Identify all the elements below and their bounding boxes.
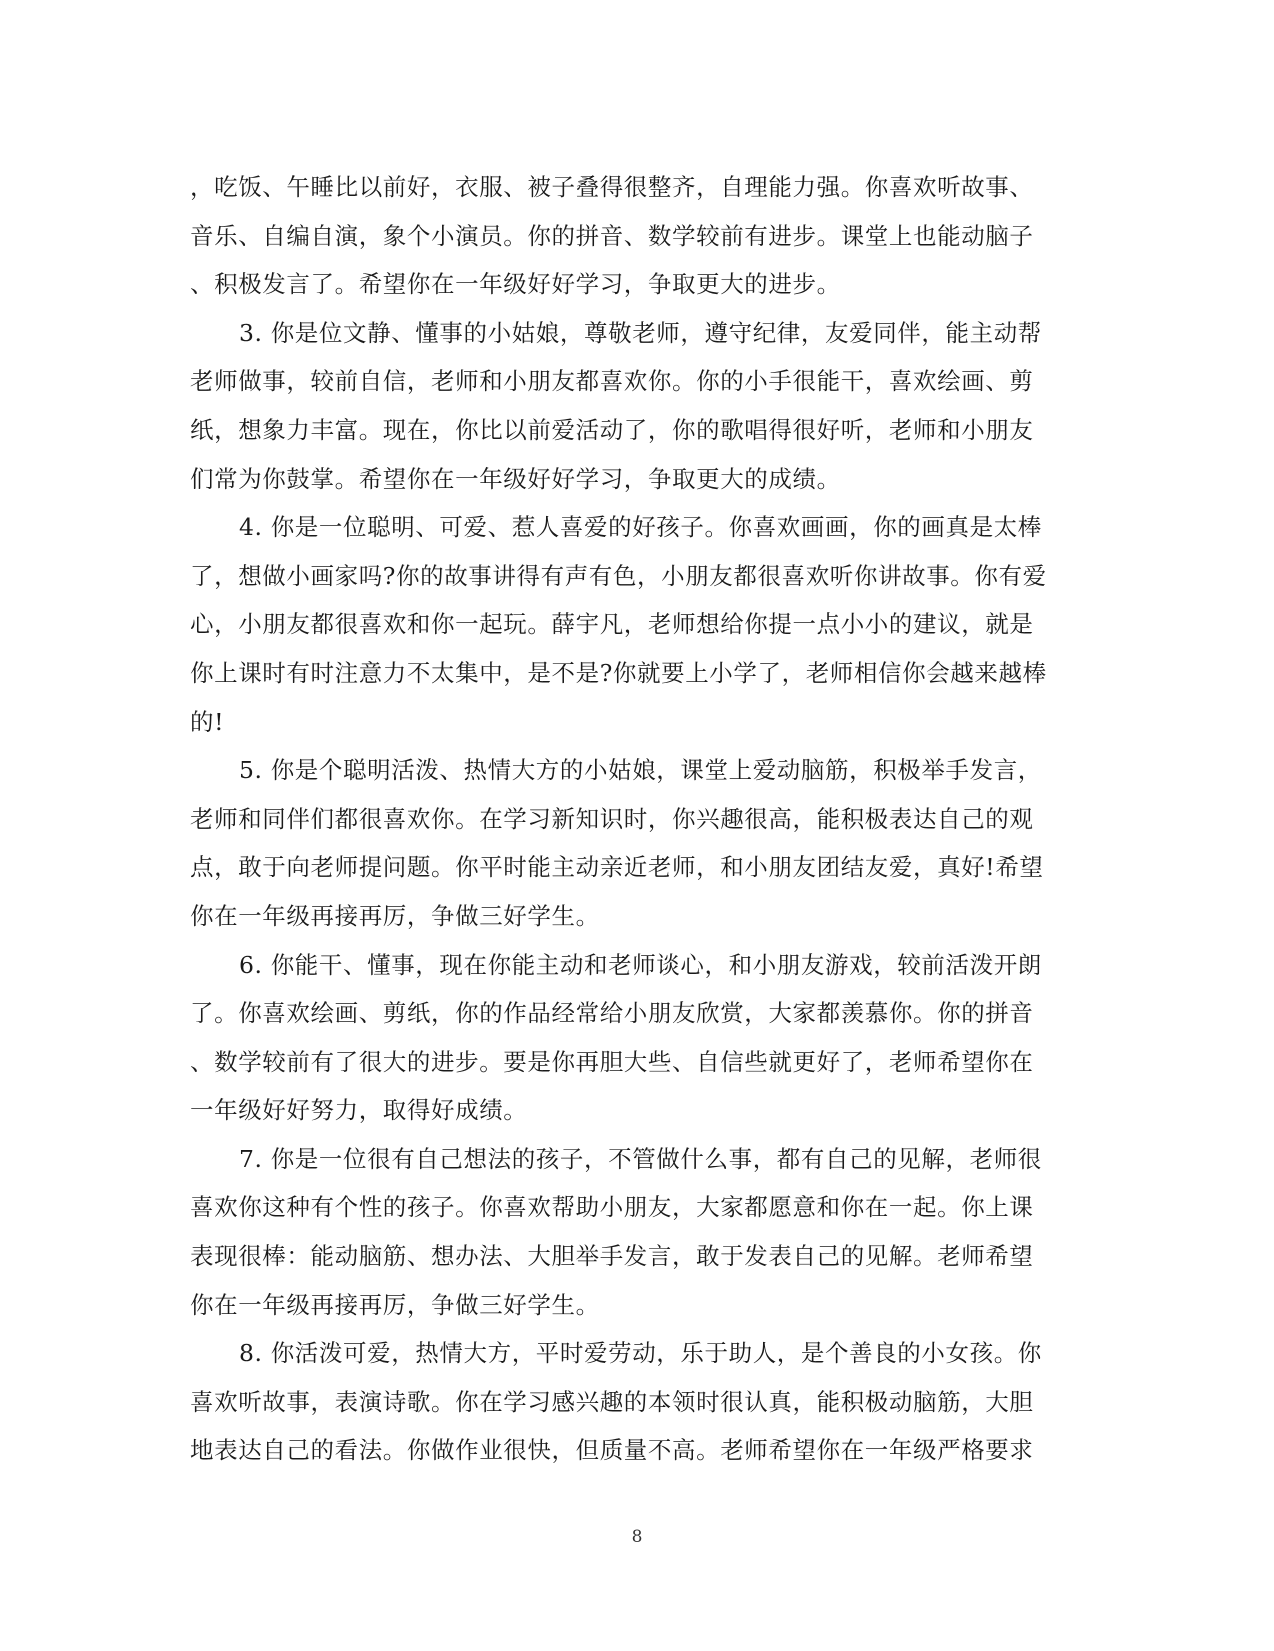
text-line: 喜欢听故事，表演诗歌。你在学习感兴趣的本领时很认真，能积极动脑筋，大胆 [190,1387,1034,1416]
paragraph-first-line: 7. 你是一位很有自己想法的孩子，不管做什么事，都有自己的见解，老师很 [239,1144,1042,1173]
text-line: 地表达自己的看法。你做作业很快，但质量不高。老师希望你在一年级严格要求 [190,1436,1034,1465]
text-line: 一年级好好努力，取得好成绩。 [190,1096,528,1125]
text-line: ，吃饭、午睡比以前好，衣服、被子叠得很整齐，自理能力强。你喜欢听故事、 [190,173,1034,201]
text-line: 你在一年级再接再厉，争做三好学生。 [190,1290,600,1319]
document-body [190,163,1080,1475]
paragraph-first-line: 5. 你是个聪明活泼、热情大方的小姑娘，课堂上爱动脑筋，积极举手发言， [239,756,1042,785]
paragraph-first-line: 8. 你活泼可爱，热情大方，平时爱劳动，乐于助人，是个善良的小女孩。你 [239,1339,1042,1368]
paragraph-first-line: 6. 你能干、懂事，现在你能主动和老师谈心，和小朋友游戏，较前活泼开朗 [239,950,1042,979]
text-line: 音乐、自编自演，象个小演员。你的拼音、数学较前有进步。课堂上也能动脑子 [190,221,1034,250]
text-line: 你在一年级再接再厉，争做三好学生。 [190,901,600,930]
text-line: 心，小朋友都很喜欢和你一起玩。薛宇凡，老师想给你提一点小小的建议，就是 [190,610,1034,639]
text-line: 表现很棒：能动脑筋、想办法、大胆举手发言，敢于发表自己的见解。老师希望 [190,1242,1034,1271]
text-line: 纸，想象力丰富。现在，你比以前爱活动了，你的歌唱得很好听，老师和小朋友 [190,415,1034,444]
text-line: 们常为你鼓掌。希望你在一年级好好学习，争取更大的成绩。 [190,464,841,493]
paragraph-first-line: 3. 你是位文静、懂事的小姑娘，尊敬老师，遵守纪律，友爱同伴，能主动帮 [239,318,1042,347]
text-line: 的! [190,707,225,736]
text-line: 、数学较前有了很大的进步。要是你再胆大些、自信些就更好了，老师希望你在 [190,1047,1034,1076]
text-line: 你上课时有时注意力不太集中，是不是?你就要上小学了，老师相信你会越来越棒 [190,658,1047,687]
paragraph-first-line: 4. 你是一位聪明、可爱、惹人喜爱的好孩子。你喜欢画画，你的画真是太棒 [239,513,1042,542]
text-line: 老师做事，较前自信，老师和小朋友都喜欢你。你的小手很能干，喜欢绘画、剪 [190,367,1034,396]
text-line: 了。你喜欢绘画、剪纸，你的作品经常给小朋友欣赏，大家都羡慕你。你的拼音 [190,999,1034,1028]
text-line: 了，想做小画家吗?你的故事讲得有声有色，小朋友都很喜欢听你讲故事。你有爱 [190,561,1047,590]
text-line: 点，敢于向老师提问题。你平时能主动亲近老师，和小朋友团结友爱，真好!希望 [190,853,1044,882]
text-line: 、积极发言了。希望你在一年级好好学习，争取更大的进步。 [190,270,841,299]
text-line: 喜欢你这种有个性的孩子。你喜欢帮助小朋友，大家都愿意和你在一起。你上课 [190,1193,1034,1222]
text-line: 老师和同伴们都很喜欢你。在学习新知识时，你兴趣很高，能积极表达自己的观 [190,804,1034,833]
page-number: 8 [631,1527,643,1547]
